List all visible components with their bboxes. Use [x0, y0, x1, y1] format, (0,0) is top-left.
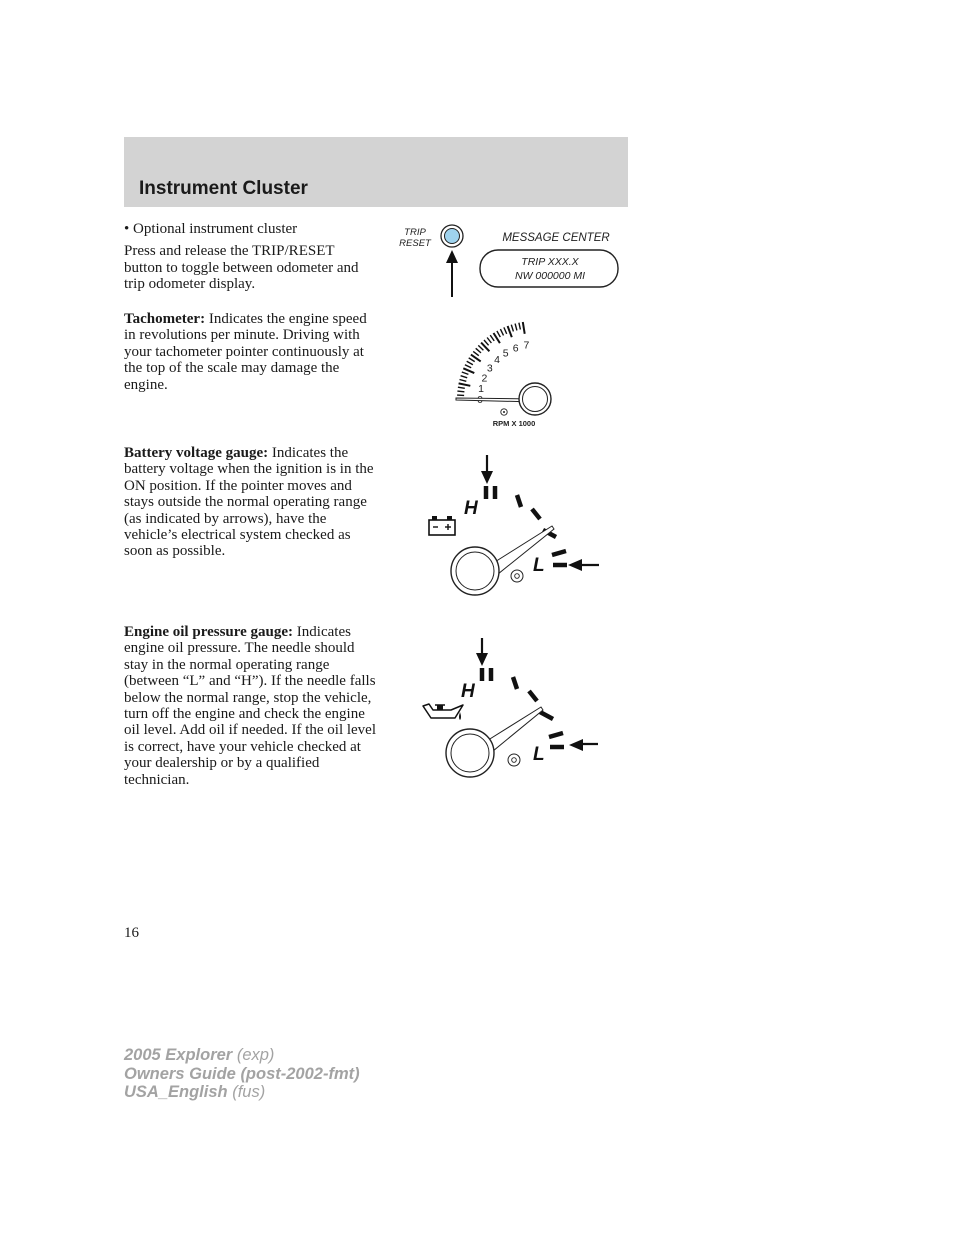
- tachometer-tick-label: 2: [481, 372, 488, 385]
- battery-gauge-hub: [451, 547, 499, 595]
- tachometer-minor-tick: [461, 376, 468, 378]
- battery-scale-marks: [486, 486, 567, 565]
- tachometer-figure: [440, 312, 590, 434]
- tachometer-minor-tick: [511, 325, 513, 332]
- footer-guide: Owners Guide (post-2002-fmt): [124, 1064, 360, 1083]
- tachometer-minor-tick: [497, 331, 500, 337]
- battery-icon: [429, 516, 455, 535]
- tachometer-minor-tick: [465, 365, 471, 368]
- tachometer-tick-label: 5: [502, 347, 509, 360]
- arrow-up-icon: [446, 250, 458, 297]
- battery-low-label: L: [533, 555, 545, 576]
- tachometer-reset-icon: [501, 409, 507, 415]
- oil-scale-marks: [482, 668, 564, 747]
- trip-reset-button[interactable]: [441, 225, 463, 247]
- oil-can-icon: [423, 704, 463, 720]
- oil-gauge-hub: [446, 729, 494, 777]
- arrow-down-icon: [476, 638, 488, 666]
- tachometer-term: Tachometer:: [124, 311, 206, 327]
- tachometer-minor-tick: [457, 391, 464, 392]
- tachometer-tick-label: 6: [512, 342, 519, 355]
- message-center-title: MESSAGE CENTER: [502, 232, 610, 244]
- tachometer-minor-tick: [515, 324, 517, 331]
- arrow-left-icon: [569, 739, 598, 751]
- tachometer-minor-tick: [484, 340, 489, 345]
- oil-text: [124, 624, 376, 788]
- document-footer: [124, 1046, 360, 1102]
- tachometer-description: Indicates the engine speed in revolutions per minute. Driving with your tachometer pointer continuously at the top of the scale may damage the engine.: [124, 311, 367, 393]
- tachometer-minor-tick: [519, 323, 521, 330]
- tachometer-minor-tick: [478, 345, 483, 350]
- arrow-down-icon: [481, 455, 493, 484]
- tachometer-tick-label: 3: [486, 362, 493, 375]
- tachometer-minor-tick: [490, 335, 494, 341]
- oil-low-label: L: [533, 744, 545, 765]
- trip-label: TRIP: [404, 227, 426, 238]
- tachometer-minor-tick: [487, 338, 491, 344]
- oil-gauge-figure: [415, 634, 605, 784]
- footer-language-code: (fus): [227, 1083, 266, 1101]
- oil-high-label: H: [461, 681, 475, 702]
- tachometer-text: [124, 311, 376, 393]
- message-center-figure: [390, 215, 630, 305]
- battery-gauge-reset-icon: [511, 570, 523, 582]
- tachometer-major-tick: [523, 322, 525, 334]
- tachometer-minor-tick: [500, 329, 503, 335]
- tachometer-major-tick: [459, 383, 471, 385]
- oil-gauge-reset-icon: [508, 754, 520, 766]
- tachometer-minor-tick: [473, 351, 479, 355]
- tachometer-minor-tick: [460, 380, 467, 382]
- footer-language: USA_English: [124, 1083, 228, 1101]
- tachometer-tick-label: 7: [523, 339, 530, 352]
- tachometer-tick-label: 4: [494, 354, 500, 367]
- tachometer-tick-label: 1: [478, 383, 485, 395]
- tachometer-unit-label: RPM X 1000: [492, 419, 536, 428]
- odometer-readout: NW 000000 MI: [514, 270, 586, 282]
- tachometer-major-tick: [463, 368, 474, 373]
- tachometer-scale-ticks: [457, 322, 525, 399]
- battery-description: Indicates the battery voltage when the ignition is in the ON position. If the pointer moves and stays outside the normal operating range (as indicated by arrows), have the vehicle’s electrical system checked as soon as possible.: [124, 445, 374, 560]
- tachometer-minor-tick: [458, 387, 465, 388]
- tachometer-minor-tick: [476, 348, 481, 353]
- tachometer-hub: [519, 383, 551, 415]
- oil-term: Engine oil pressure gauge:: [124, 624, 294, 640]
- odometer-text: [124, 221, 376, 293]
- footer-model-code: (exp): [232, 1046, 275, 1064]
- page-number: 16: [124, 925, 139, 941]
- battery-gauge-figure: [420, 450, 610, 600]
- optional-cluster-bullet: • Optional instrument cluster: [124, 221, 298, 237]
- footer-model: 2005 Explorer: [124, 1046, 233, 1064]
- battery-high-label: H: [464, 498, 478, 519]
- reset-label: RESET: [399, 238, 431, 249]
- trip-reset-paragraph: Press and release the TRIP/RESET button to toggle between odometer and trip odometer display.: [124, 243, 359, 293]
- tachometer-minor-tick: [467, 361, 473, 364]
- battery-term: Battery voltage gauge:: [124, 445, 269, 461]
- tachometer-major-tick: [508, 326, 512, 337]
- tachometer-minor-tick: [504, 327, 507, 334]
- tachometer-minor-tick: [462, 372, 469, 374]
- battery-text: [124, 445, 376, 560]
- trip-readout: TRIP XXX.X: [521, 256, 579, 268]
- tachometer-minor-tick: [469, 358, 475, 362]
- arrow-left-icon: [568, 559, 599, 571]
- page-title: Instrument Cluster: [139, 178, 308, 199]
- oil-description: Indicates engine oil pressure. The needle should stay in the normal operating range (between “L” and “H”). If the needle falls below the normal range, stop the vehicle, turn off the engine and check the engine oil level. Add oil if needed. If the oil level is correct, have your vehicle checked at your dealership or by a qualified technician.: [124, 624, 377, 788]
